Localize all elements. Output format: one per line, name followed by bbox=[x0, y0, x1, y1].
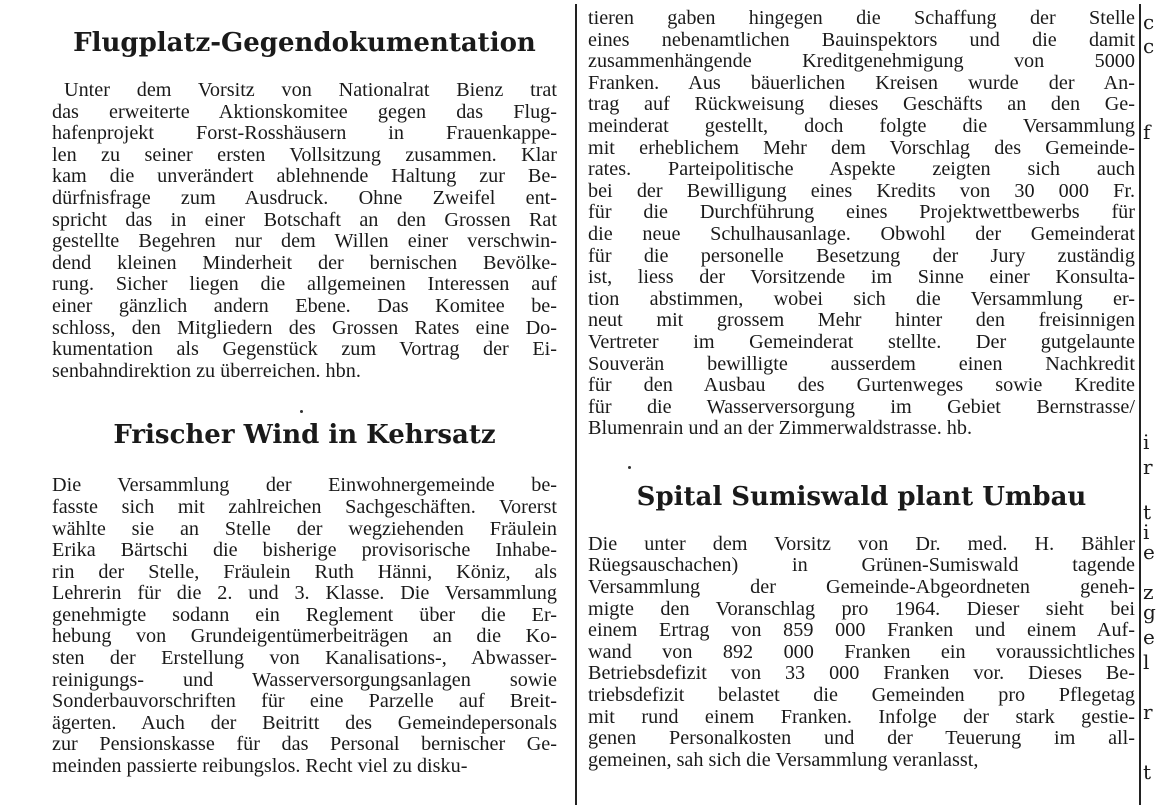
text-line: für die personelle Besetzung der Jury zuständig bbox=[588, 244, 1135, 267]
text-line: fasste sich mit zahlreichen Sachgeschäften. Vorerst bbox=[52, 495, 557, 518]
edge-fragment: t bbox=[1143, 760, 1152, 784]
edge-fragment: i bbox=[1143, 520, 1150, 544]
edge-fragment: l bbox=[1143, 650, 1150, 674]
text-line: rin der Stelle, Fräulein Ruth Hänni, Köniz, als bbox=[52, 560, 557, 583]
edge-fragment: z bbox=[1143, 580, 1154, 604]
edge-fragment: g bbox=[1143, 600, 1156, 624]
text-line: Sonderbauvorschriften für eine Parzelle auf Breit- bbox=[52, 690, 557, 713]
text-line: Die Versammlung der Einwohnergemeinde be- bbox=[52, 474, 557, 497]
separator-dot bbox=[628, 466, 631, 469]
text-line: len zu seiner ersten Vollsitzung zusammen. Klar bbox=[52, 143, 557, 166]
article-headline: Frischer Wind in Kehrsatz bbox=[113, 420, 496, 451]
text-line: rates. Parteipolitische Aspekte zeigten sich auch bbox=[588, 158, 1135, 181]
text-line: Erika Bärtschi die bisherige provisorische Inhabe- bbox=[52, 539, 557, 562]
text-line: Rüegsauschachen) in Grünen-Sumiswald tagende bbox=[588, 554, 1135, 577]
edge-fragment: t bbox=[1143, 500, 1152, 524]
text-line: gemeinen, sah sich die Versammlung veranlasst, bbox=[588, 748, 979, 771]
article-flugplatz bbox=[52, 28, 557, 382]
text-line: Vertreter im Gemeinderat stellte. Der gutgelaunte bbox=[588, 330, 1135, 353]
text-line: triebsdefizit belastet die Gemeinden pro Pflegetag bbox=[588, 684, 1135, 707]
text-line: Lehrerin für die 2. und 3. Klasse. Die Versammlung bbox=[52, 582, 557, 605]
article-spital bbox=[588, 482, 1135, 772]
edge-fragment: i bbox=[1143, 430, 1150, 454]
text-line: gestellte Begehren nur dem Willen einer verschwin- bbox=[52, 230, 557, 253]
text-line: mit rund einem Franken. Infolge der stark gestie- bbox=[588, 705, 1135, 728]
edge-fragment: e bbox=[1143, 625, 1155, 649]
text-line: einer gänzlich andern Ebene. Das Komitee be- bbox=[52, 294, 557, 317]
edge-fragment: c bbox=[1143, 34, 1155, 58]
text-line: hafenprojekt Forst-Rosshäusern in Frauenkappe- bbox=[52, 122, 557, 145]
right-column-divider bbox=[1139, 4, 1141, 805]
text-line: Die unter dem Vorsitz von Dr. med. H. Bähler bbox=[588, 532, 1135, 555]
column-divider bbox=[575, 4, 577, 805]
text-line: das erweiterte Aktionskomitee gegen das Flug- bbox=[52, 100, 557, 123]
article-headline: Flugplatz-Gegendokumentation bbox=[73, 28, 536, 58]
text-line: sten der Erstellung von Kanalisations-, Abwasser- bbox=[52, 647, 557, 670]
text-line: Betriebsdefizit von 33 000 Franken vor. Dieses Be- bbox=[588, 662, 1135, 685]
text-line: mit erheblichem Mehr dem Vorschlag des Gemeinde- bbox=[588, 136, 1135, 159]
text-line: Franken. Aus bäuerlichen Kreisen wurde der An- bbox=[588, 71, 1135, 94]
text-line: für die Durchführung eines Projektwettbewerbs für bbox=[588, 201, 1135, 224]
text-line: migte den Voranschlag pro 1964. Dieser sieht bei bbox=[588, 597, 1135, 620]
left-column bbox=[52, 22, 557, 778]
article-body bbox=[588, 534, 1135, 772]
text-line: spricht das in einer Botschaft an den Grossen Rat bbox=[52, 208, 557, 231]
text-line: wählte sie an Stelle der wegziehenden Fräulein bbox=[52, 517, 557, 540]
text-line: ist, liess der Vorsitzende im Sinne einer Konsulta- bbox=[588, 266, 1135, 289]
text-line: eines nebenamtlichen Bauinspektors und die damit bbox=[588, 28, 1135, 51]
edge-fragment: r bbox=[1143, 700, 1153, 724]
text-line: für die Wasserversorgung im Gebiet Bernstrasse/ bbox=[588, 395, 1135, 418]
text-line: die neue Schulhausanlage. Obwohl der Gemeinderat bbox=[588, 222, 1135, 245]
text-line: reinigungs- und Wasserversorgungsanlagen sowie bbox=[52, 668, 557, 691]
text-line: Versammlung der Gemeinde-Abgeordneten geneh- bbox=[588, 576, 1135, 599]
text-line: kam die unverändert ablehnende Haltung zur Be- bbox=[52, 165, 557, 188]
text-line: kumentation als Gegenstück zum Vortrag der Ei- bbox=[52, 338, 557, 361]
text-line: einem Ertrag von 859 000 Franken und einem Auf- bbox=[588, 619, 1135, 642]
text-line: tieren gaben hingegen die Schaffung der Stelle bbox=[588, 7, 1135, 29]
edge-fragment: e bbox=[1143, 540, 1155, 564]
separator-dot bbox=[300, 410, 303, 413]
text-line: zusammenhängende Kreditgenehmigung von 5000 bbox=[588, 50, 1135, 73]
text-line: senbahndirektion zu überreichen. hbn. bbox=[52, 359, 361, 382]
text-line: zur Pensionskasse für das Personal bernischer Ge- bbox=[52, 733, 557, 756]
article-body bbox=[52, 80, 557, 382]
text-line: wand von 892 000 Franken ein voraussichtliches bbox=[588, 640, 1135, 663]
text-line: für den Ausbau des Gurtenweges sowie Kredite bbox=[588, 374, 1135, 397]
edge-fragment: f bbox=[1143, 120, 1151, 144]
edge-fragment: r bbox=[1143, 455, 1153, 479]
text-line: schloss, den Mitgliedern des Grossen Rates eine Do- bbox=[52, 316, 557, 339]
article-headline: Spital Sumiswald plant Umbau bbox=[636, 481, 1087, 512]
text-line: genen Personalkosten und der Teuerung im all- bbox=[588, 727, 1135, 750]
article-body bbox=[52, 475, 557, 777]
right-column bbox=[588, 8, 1135, 771]
text-line: genehmigte sodann ein Reglement über die Er- bbox=[52, 603, 557, 626]
text-line: Souverän bewilligte ausserdem einen Nachkredit bbox=[588, 352, 1135, 375]
text-line: ägerten. Auch der Beitritt des Gemeindepersonals bbox=[52, 711, 557, 734]
text-line: neut mit grossem Mehr hinter den freisinnigen bbox=[588, 309, 1135, 332]
text-line: dend kleinen Minderheit der bernischen Bevölke- bbox=[52, 251, 557, 274]
text-line: trag auf Rückweisung dieses Geschäfts an den Ge- bbox=[588, 93, 1135, 116]
text-line: meinden passierte reibungslos. Recht viel zu disku- bbox=[52, 755, 468, 778]
text-line: Blumenrain und an der Zimmerwaldstrasse. hb. bbox=[588, 417, 973, 440]
article-continuation bbox=[588, 8, 1135, 440]
text-line: hebung von Grundeigentümerbeiträgen an die Ko- bbox=[52, 625, 557, 648]
article-kehrsatz bbox=[52, 420, 557, 777]
text-line: meinderat gestellt, doch folgte die Versammlung bbox=[588, 114, 1135, 137]
text-line: tion abstimmen, wobei sich die Versammlung er- bbox=[588, 287, 1135, 310]
edge-fragment: c bbox=[1143, 10, 1155, 34]
text-line: rung. Sicher liegen die allgemeinen Interessen auf bbox=[52, 273, 557, 296]
text-line: dürfnisfrage zum Ausdruck. Ohne Zweifel ent- bbox=[52, 186, 557, 209]
text-line: Unter dem Vorsitz von Nationalrat Bienz trat bbox=[64, 79, 557, 101]
text-line: bei der Bewilligung eines Kredits von 30 000 Fr. bbox=[588, 179, 1135, 202]
